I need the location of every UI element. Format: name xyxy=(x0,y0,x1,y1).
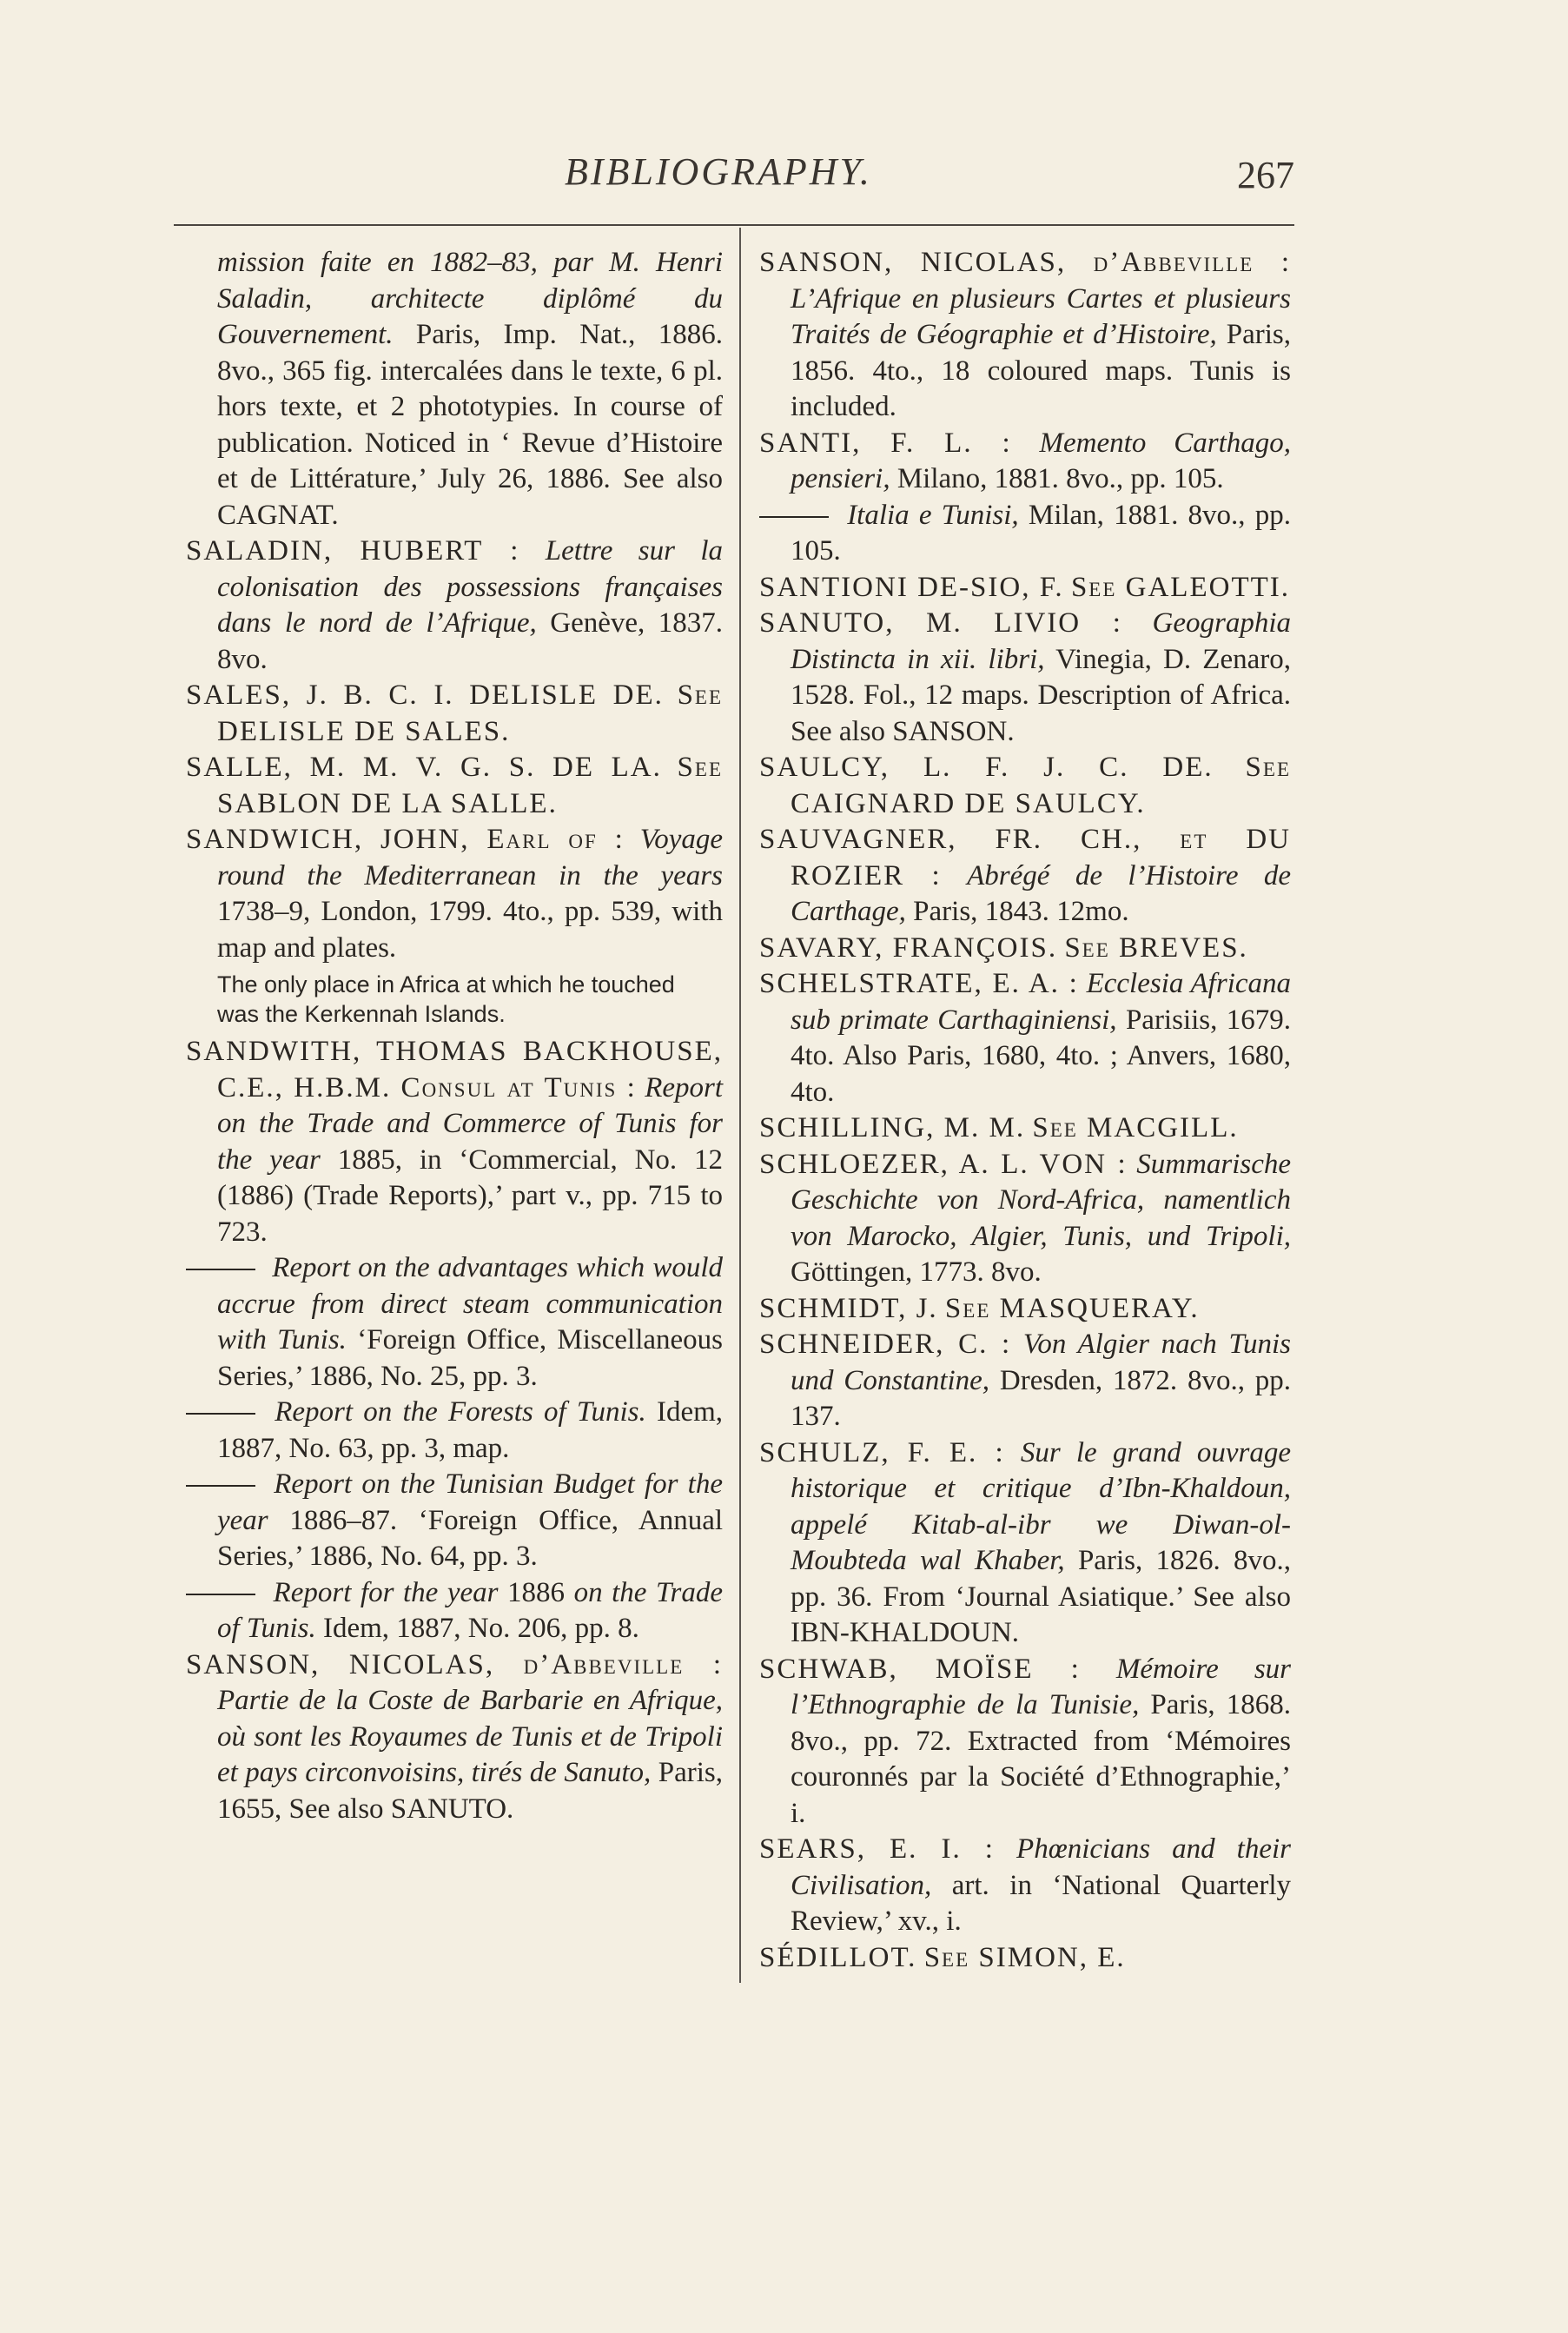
entry-author: SAULCY, L. F. J. C. DE. xyxy=(759,752,1214,783)
ditto-dash xyxy=(759,516,829,518)
entry-author: SCHELSTRATE, E. A. : xyxy=(759,968,1079,999)
entry-details: Göttingen, 1773. 8vo. xyxy=(791,1256,1042,1288)
entry-author: SCHMIDT, J. xyxy=(759,1292,938,1324)
entry-author: SCHNEIDER, C. : xyxy=(759,1329,1012,1360)
entry-title: Report on the Forests of Tunis. xyxy=(275,1396,646,1428)
entry-author: SCHLOEZER, A. L. VON : xyxy=(759,1148,1128,1180)
entry-author: SÉDILLOT. xyxy=(759,1941,917,1973)
entry-author: SCHWAB, MOÏSE : xyxy=(759,1653,1081,1685)
ditto-dash xyxy=(186,1269,255,1270)
entry-author: SCHULZ, F. E. : xyxy=(759,1436,1005,1468)
entry-year: 1886 xyxy=(507,1576,566,1608)
header-rule xyxy=(174,224,1294,226)
entry-details: See CAIGNARD DE SAULCY. xyxy=(791,752,1291,819)
entry-author: SANTIONI DE-SIO, F. xyxy=(759,571,1064,603)
entry-details: See MASQUERAY. xyxy=(944,1292,1200,1324)
entry-title: Report on the Tunisian Budget for the year xyxy=(217,1468,723,1536)
bib-entry xyxy=(186,822,723,966)
ditto-dash xyxy=(186,1413,255,1415)
entry-title: Lettre sur la colonisation des possessions françaises dans le nord de l’Afrique, xyxy=(217,535,723,639)
entry-details: Paris, 1856. 4to., 18 coloured maps. Tunis is included. xyxy=(791,319,1291,422)
bib-entry xyxy=(759,1147,1291,1291)
bib-entry xyxy=(759,245,1291,426)
running-title: BIBLIOGRAPHY. xyxy=(565,150,872,193)
entry-details: art. in ‘National Quarterly Review,’ xv., i. xyxy=(791,1869,1291,1937)
bib-entry xyxy=(759,1940,1291,1977)
entry-details: Dresden, 1872. 8vo., pp. 137. xyxy=(791,1364,1291,1432)
bib-entry xyxy=(759,750,1291,822)
bib-entry xyxy=(759,498,1291,570)
entry-details: 1886–87. ‘Foreign Office, Annual Series,’ 1886, No. 64, pp. 3. xyxy=(217,1504,724,1572)
bib-entry xyxy=(186,1467,723,1575)
entry-title-cont: on the Trade of Tunis. xyxy=(217,1576,723,1644)
bib-entry xyxy=(186,1395,723,1467)
entry-title: Sur le grand ouvrage historique et critique d’Ibn-Khaldoun, appelé Kitab-al-ibr we Diwan-ol-Moubteda wal Khaber, xyxy=(791,1436,1292,1576)
bib-entry xyxy=(759,570,1291,606)
bib-entry xyxy=(186,678,723,750)
entry-details: Vinegia, D. Zenaro, 1528. Fol., 12 maps. Description of Africa. See also SANSON. xyxy=(791,643,1292,747)
entry-author: SANDWITH, THOMAS BACKHOUSE, C.E., H.B.M. Consul at Tunis : xyxy=(186,1036,723,1104)
entry-title: Ecclesia Africana sub primate Carthaginiensi, xyxy=(791,968,1292,1036)
entry-details: See DELISLE DE SALES. xyxy=(217,679,724,747)
entry-author: SALADIN, HUBERT : xyxy=(186,535,520,567)
entry-details: Paris, Imp. Nat., 1886. 8vo., 365 fig. intercalées dans le texte, 6 pl. hors texte, et 2 phototypies. In course of publication. Noticed in ‘ Revue d’Histoire et de Littérature,’ July 26, 1886. See also CAGNAT. xyxy=(217,319,723,531)
entry-details: See GALEOTTI. xyxy=(1070,571,1291,603)
bib-entry xyxy=(759,931,1291,967)
bib-entry xyxy=(186,1034,723,1250)
page-header xyxy=(174,149,1294,202)
right-column xyxy=(759,245,1291,1976)
bib-entry xyxy=(759,606,1291,750)
bib-entry xyxy=(759,966,1291,1110)
ditto-dash xyxy=(186,1485,255,1487)
bib-entry xyxy=(186,1575,723,1647)
page-number: 267 xyxy=(1237,154,1294,196)
entry-title: Geographia Distincta in xii. libri, xyxy=(791,607,1291,675)
bib-entry xyxy=(759,1832,1291,1940)
entry-details: 1885, in ‘Commercial, No. 12 (1886) (Trade Reports),’ part v., pp. 715 to 723. xyxy=(217,1143,724,1248)
entry-author: SCHILLING, M. M. xyxy=(759,1112,1026,1143)
entry-author: SANUTO, M. LIVIO : xyxy=(759,607,1122,639)
bib-entry xyxy=(759,822,1291,931)
left-column xyxy=(186,245,723,1827)
entry-title: Von Algier nach Tunis und Constantine, xyxy=(791,1329,1292,1396)
entry-title: Report on the Trade and Commerce of Tunis for the year xyxy=(217,1071,724,1176)
bib-entry xyxy=(759,1327,1291,1435)
entry-title: Report on the advantages which would accrue from direct steam communication with Tunis. xyxy=(217,1252,724,1355)
entry-title: Report for the year xyxy=(273,1576,499,1608)
entry-author: SANDWICH, JOHN, Earl of : xyxy=(186,824,625,855)
bib-entry xyxy=(186,1250,723,1395)
bib-entry xyxy=(186,534,723,678)
entry-details: Paris, 1868. 8vo., pp. 72. Extracted from ‘Mémoires couronnés par la Société d’Ethnographie,’ i. xyxy=(791,1689,1292,1829)
entry-title: Phœnicians and their Civilisation, xyxy=(791,1833,1291,1901)
entry-title: mission faite en 1882–83, par M. Henri Saladin, architecte diplômé du Gouvernement. xyxy=(217,247,723,350)
column-divider xyxy=(739,228,741,1983)
entry-title: Italia e Tunisi, xyxy=(847,499,1019,531)
entry-details: 1738–9, London, 1799. 4to., pp. 539, with map and plates. xyxy=(217,896,723,964)
entry-author: SANSON, NICOLAS, d’Abbeville : xyxy=(186,1648,723,1680)
entry-details: Paris, 1655, See also SANUTO. xyxy=(217,1757,723,1825)
entry-author: SAUVAGNER, FR. CH., et DU ROZIER : xyxy=(759,824,1291,891)
bib-entry xyxy=(186,750,723,822)
bib-entry xyxy=(186,1647,723,1828)
entry-author: SALES, J. B. C. I. DELISLE DE. xyxy=(186,679,664,711)
entry-details: Idem, 1887, No. 63, pp. 3, map. xyxy=(217,1396,724,1464)
entry-details: Paris, 1843. 12mo. xyxy=(913,896,1129,927)
entry-title: Abrégé de l’Histoire de Carthage, xyxy=(791,859,1292,927)
bib-entry xyxy=(759,1435,1291,1652)
entry-details: See SABLON DE LA SALLE. xyxy=(217,752,723,819)
entry-title: Partie de la Coste de Barbarie en Afrique, où sont les Royaumes de Tunis et de Tripoli et pays circonvoisins, tirés de Sanuto, xyxy=(217,1685,723,1788)
entry-author: SALLE, M. M. V. G. S. DE LA. xyxy=(186,752,662,783)
entry-details: Paris, 1826. 8vo., pp. 36. From ‘Journal Asiatique.’ See also IBN-KHALDOUN. xyxy=(791,1545,1292,1648)
entry-title: Mémoire sur l’Ethnographie de la Tunisie, xyxy=(791,1653,1291,1720)
entry-details: ‘Foreign Office, Miscellaneous Series,’ 1886, No. 25, pp. 3. xyxy=(217,1324,724,1392)
entry-details: See SIMON, E. xyxy=(923,1941,1126,1973)
entry-title: Memento Carthago, pensieri, xyxy=(791,427,1291,494)
ditto-dash xyxy=(186,1594,255,1595)
bib-entry xyxy=(759,1291,1291,1328)
entry-author: SANTI, F. L. : xyxy=(759,427,1012,459)
entry-details: See BREVES. xyxy=(1064,931,1248,964)
entry-author: SEARS, E. I. : xyxy=(759,1833,995,1865)
entry-author: SAVARY, FRANÇOIS. xyxy=(759,931,1058,964)
bib-entry xyxy=(759,426,1291,498)
entry-details: Milan, 1881. 8vo., pp. 105. xyxy=(791,499,1291,567)
entry-author: SANSON, NICOLAS, d’Abbeville : xyxy=(759,247,1291,278)
entry-details: Parisiis, 1679. 4to. Also Paris, 1680, 4to. ; Anvers, 1680, 4to. xyxy=(791,1004,1291,1108)
entry-details: Idem, 1887, No. 206, pp. 8. xyxy=(322,1613,639,1644)
entry-details: Genève, 1837. 8vo. xyxy=(217,607,723,675)
bib-entry xyxy=(759,1652,1291,1833)
entry-note: The only place in Africa at which he touched was the Kerkennah Islands. xyxy=(217,971,675,1027)
entry-title: Summarische Geschichte von Nord-Africa, namentlich von Marocko, Algier, Tunis, und Tripoli, xyxy=(791,1148,1292,1252)
entry-title: Voyage round the Mediterranean in the years xyxy=(217,824,724,891)
entry-details: Milano, 1881. 8vo., pp. 105. xyxy=(896,463,1224,494)
bib-entry xyxy=(186,245,723,534)
entry-title: L’Afrique en plusieurs Cartes et plusieurs Traités de Géographie et d’Histoire, xyxy=(791,282,1291,350)
entry-details: See MACGILL. xyxy=(1032,1112,1239,1143)
bib-entry xyxy=(759,1110,1291,1147)
